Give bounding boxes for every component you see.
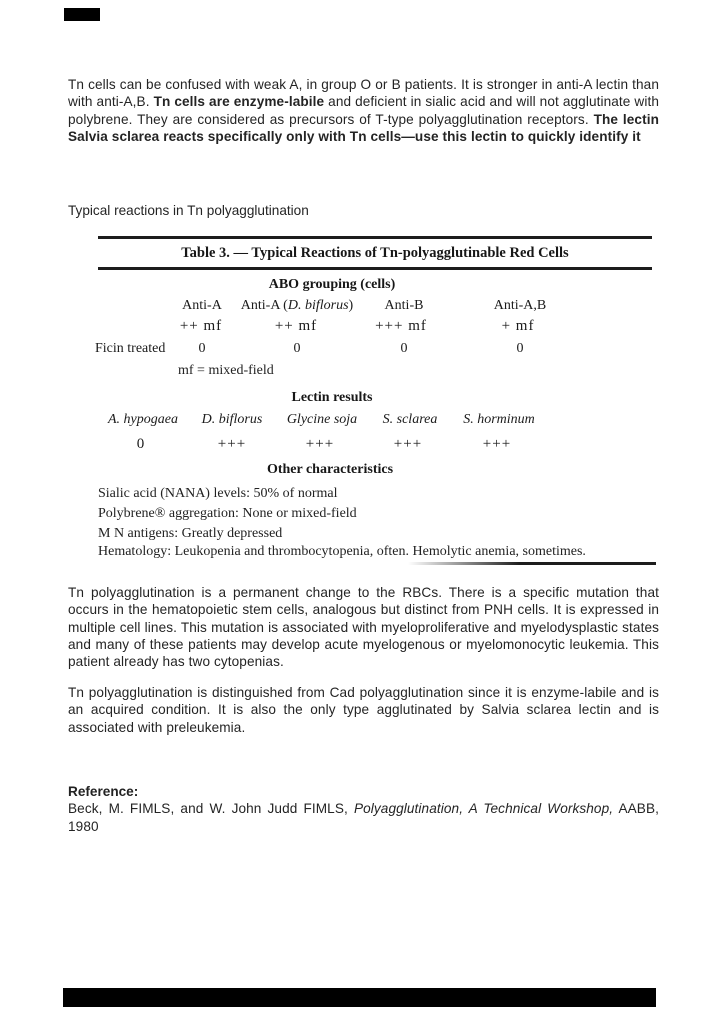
paragraph-cad-distinction: Tn polyagglutination is distinguished from Cad polyagglutination since it is enzyme-labile and is an acquired condition. It is also the only type agglutinated by Salvia sclarea lectin and is associated with preleukemia. [68, 685, 659, 735]
abo-section-heading: ABO grouping (cells) [268, 277, 396, 292]
other-line-mn-antigens: M N antigens: Greatly depressed [98, 526, 283, 541]
ficin-value-anti-a-biflorus: 0 [293, 341, 301, 356]
intro-paragraph [68, 76, 659, 145]
other-line-sialic-acid: Sialic acid (NANA) levels: 50% of normal [98, 486, 338, 501]
lectin-name-horminum: S. horminum [463, 412, 535, 427]
other-line-polybrene: Polybrene® aggregation: None or mixed-field [98, 506, 357, 521]
reference-block [68, 783, 659, 835]
lectin-section-heading: Lectin results [291, 390, 373, 405]
reference-label: Reference: [68, 784, 139, 799]
lectin-value-glycine-soja: +++ [305, 436, 335, 452]
abo-header-row [0, 298, 724, 314]
abo-value-anti-a: ++ mf [179, 318, 223, 334]
abo-value-anti-a-biflorus: ++ mf [274, 318, 318, 334]
abo-col-anti-ab: Anti-A,B [493, 298, 547, 313]
redaction-mark-top [64, 8, 100, 21]
abo-value-anti-b: +++ mf [375, 318, 427, 334]
other-line-hematology: Hematology: Leukopenia and thrombocytopenia, often. Hemolytic anemia, sometimes. [98, 544, 586, 559]
intro-bold-enzyme-labile: Tn cells are enzyme-labile [153, 94, 325, 110]
table-top-rule [98, 236, 652, 239]
intro-bold-salvia: The lectin Salvia sclarea reacts specifically only with Tn cells—use this lectin to quickly identify it [68, 111, 659, 144]
abo-col2-pre: Anti-A ( [240, 298, 288, 313]
other-section-heading: Other characteristics [266, 462, 394, 477]
abo-value-anti-ab: + mf [501, 318, 535, 334]
abo-col2-post: ) [348, 298, 354, 313]
ficin-value-anti-ab: 0 [516, 341, 524, 356]
lectin-value-horminum: +++ [482, 436, 512, 452]
ficin-treated-label: Ficin treated [95, 341, 166, 356]
lectin-values-row [0, 436, 724, 452]
lectin-name-hypogaea: A. hypogaea [108, 412, 178, 427]
table-bottom-rule [408, 562, 656, 565]
abo-col2-species: D. biflorus [287, 298, 349, 313]
intro-text: Tn cells can be confused with weak A, in group O or B patients. It is stronger in anti-A lectin than with anti-A,B. [68, 77, 659, 110]
reference-authors: Beck, M. FIMLS, and W. John Judd FIMLS, [68, 801, 354, 817]
lectin-name-biflorus: D. biflorus [201, 412, 263, 427]
ficin-value-anti-a: 0 [198, 341, 206, 356]
redaction-mark-bottom [63, 988, 656, 1007]
abo-ficin-row [0, 341, 724, 357]
lectin-name-glycine-soja: Glycine soja [286, 412, 358, 427]
reference-publisher: AABB, 1980 [68, 801, 660, 834]
lectin-value-biflorus: +++ [217, 436, 247, 452]
ficin-value-anti-b: 0 [400, 341, 408, 356]
reference-citation [68, 800, 659, 835]
table-title: Table 3. — Typical Reactions of Tn-polyagglutinable Red Cells [181, 245, 569, 261]
mixed-field-note: mf = mixed-field [178, 363, 274, 378]
lectin-names-row [0, 412, 724, 428]
lectin-value-sclarea: +++ [393, 436, 423, 452]
table-lead-in: Typical reactions in Tn polyagglutination [68, 203, 309, 218]
lectin-name-sclarea: S. sclarea [382, 412, 438, 427]
intro-text-2: and deficient in sialic acid and will not agglutinate with polybrene. They are considered as precursors of T-type polyagglutination receptors. [68, 94, 660, 127]
abo-untreated-row [0, 318, 724, 334]
lectin-value-hypogaea: 0 [136, 436, 146, 452]
table-title-rule [98, 267, 652, 270]
abo-col-anti-a: Anti-A [182, 298, 222, 313]
abo-col-anti-b: Anti-B [384, 298, 424, 313]
paragraph-permanent-change: Tn polyagglutination is a permanent change to the RBCs. There is a specific mutation that occurs in the hematopoietic stem cells, analogous but distinct from PNH cells. It is expressed in multiple cell lines. This mutation is associated with myeloproliferative and myelodysplastic states and many of these patients may develop acute myelogenous or myelomonocytic leukemia. This patient already has two cytopenias. [68, 585, 659, 670]
reference-title-italic: Polyagglutination, A Technical Workshop, [353, 801, 614, 817]
abo-col-anti-a-biflorus [241, 298, 353, 314]
